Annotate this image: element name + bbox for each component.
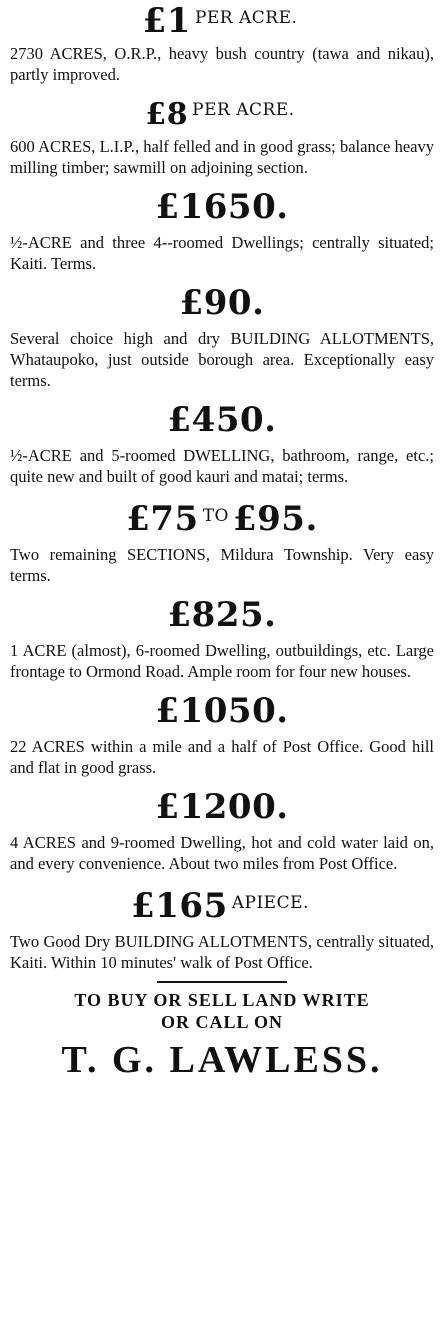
listing-price-suffix: PER ACRE. <box>192 100 295 120</box>
listing-price-heading <box>10 594 434 636</box>
footer-call-to-action <box>10 989 434 1083</box>
listing-price-heading <box>10 93 434 132</box>
listing-price-end: £95. <box>232 499 318 539</box>
listing-price: £825. <box>167 595 277 635</box>
listing-description: 1 ACRE (almost), 6-roomed Dwelling, outbuildings, etc. Large frontage to Ormond Road. Ample room for four new houses. <box>10 641 434 681</box>
listing-description: Several choice high and dry BUILDING ALLOTMENTS, Whataupoko, just outside borough area. Exceptionally easy terms. <box>10 329 434 390</box>
listing-price: £90. <box>179 283 265 323</box>
listing-4 <box>10 282 434 391</box>
listing-price-heading <box>10 282 434 324</box>
listing-8 <box>10 690 434 778</box>
listing-description: Two Good Dry BUILDING ALLOTMENTS, centrally situated, Kaiti. Within 10 minutes' walk of Post Office. <box>10 932 434 972</box>
divider-rule <box>157 981 287 983</box>
listing-price: £450. <box>167 400 277 440</box>
listing-price-heading <box>10 186 434 228</box>
listing-price-heading <box>10 786 434 828</box>
listing-6 <box>10 495 434 586</box>
listing-price: £1050. <box>155 691 289 731</box>
listing-5 <box>10 399 434 487</box>
listing-price: £165 <box>131 886 228 926</box>
listing-price-suffix: PER ACRE. <box>194 8 298 28</box>
listing-price-heading <box>10 882 434 927</box>
listing-price-heading <box>10 399 434 441</box>
listing-description: ½-ACRE and 5-roomed DWELLING, bathroom, range, etc.; quite new and built of good kauri and matai; terms. <box>10 446 434 486</box>
listing-description: 4 ACRES and 9-roomed Dwelling, hot and cold water laid on, and every convenience. About two miles from Post Office. <box>10 833 434 873</box>
footer-line-2: OR CALL ON <box>160 1012 284 1032</box>
listing-9 <box>10 786 434 874</box>
listing-description: ½-ACRE and three 4--roomed Dwellings; centrally situated; Kaiti. Terms. <box>10 233 434 273</box>
listing-price-heading <box>10 495 434 540</box>
listing-description: 22 ACRES within a mile and a half of Post Office. Good hill and flat in good grass. <box>10 737 434 777</box>
listing-price-heading <box>10 690 434 732</box>
listing-3 <box>10 186 434 274</box>
listing-description: 600 ACRES, L.I.P., half felled and in good grass; balance heavy milling timber; sawmill on adjoining section. <box>10 137 434 177</box>
listing-price-heading <box>10 0 434 39</box>
listing-price: £1650. <box>155 187 289 227</box>
listing-7 <box>10 594 434 682</box>
listing-1 <box>10 0 434 85</box>
listing-price: £8 <box>145 97 189 132</box>
listing-price-connector: TO <box>202 506 229 526</box>
listing-price: £75 <box>126 499 199 539</box>
listing-description: 2730 ACRES, O.R.P., heavy bush country (tawa and nikau), partly improved. <box>10 44 434 84</box>
advertiser-name: T. G. LAWLESS. <box>61 1039 383 1081</box>
listing-price-suffix: APIECE. <box>231 893 309 913</box>
listing-price: £1200. <box>155 787 289 827</box>
listing-2 <box>10 93 434 178</box>
listing-description: Two remaining SECTIONS, Mildura Township. Very easy terms. <box>10 545 434 585</box>
footer-line-1: TO BUY OR SELL LAND WRITE <box>74 990 370 1010</box>
listing-price: £1 <box>142 1 191 41</box>
listing-10 <box>10 882 434 973</box>
